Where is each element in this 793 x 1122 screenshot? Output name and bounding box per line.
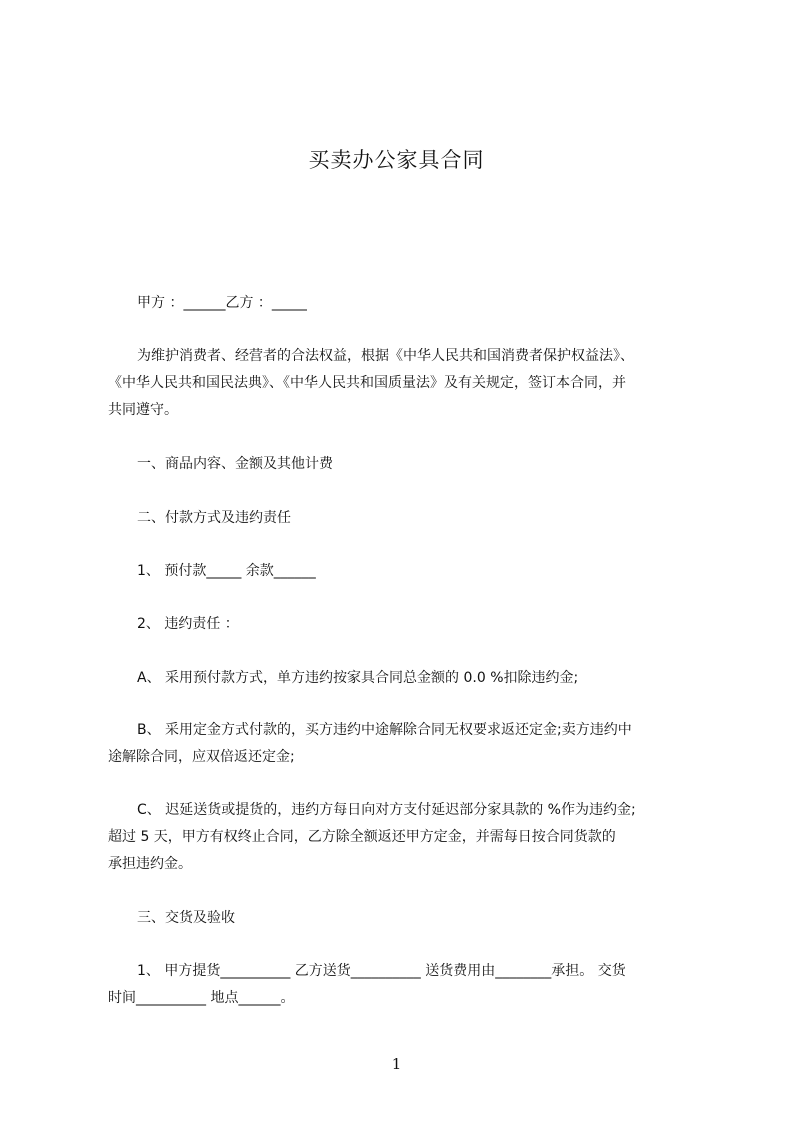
page-number: 1 (391, 1055, 402, 1073)
clause-c-line-3: 承担违约金。 (108, 856, 192, 872)
clause-c-line-2: 超过 5 天，甲方有权终止合同，乙方除全额返还甲方定金，并需每日按合同货款的 (108, 829, 616, 845)
parties-line: 甲方 ：______乙方 ：_____ (137, 295, 307, 311)
section-1-heading: 一、商品内容、金额及其他计费 (137, 456, 333, 472)
clause-b-line-2: 途解除合同，应双倍返还定金; (108, 749, 295, 765)
delivery-line-1: 1、 甲方提货__________ 乙方送货__________ 送货费用由________承担。 交货 (137, 963, 626, 979)
section-3-heading: 三、交货及验收 (137, 910, 235, 926)
document-title: 买卖办公家具合同 (308, 148, 485, 172)
section-2-heading: 二、付款方式及违约责任 (137, 510, 291, 526)
payment-item-1: 1、 预付款_____ 余款______ (137, 563, 316, 579)
intro-line-2: 《中华人民共和国民法典》、《中华人民共和国质量法》及有关规定，签订本合同，并 (108, 375, 626, 391)
clause-b-line-1: B、 采用定金方式付款的，买方违约中途解除合同无权要求返还定金;卖方违约中 (137, 722, 632, 738)
clause-c-line-1: C、 迟延送货或提货的，违约方每日向对方支付延迟部分家具款的 %作为违约金; (137, 802, 636, 818)
intro-line-3: 共同遵守。 (108, 402, 178, 418)
payment-item-2: 2、 违约责任 ： (137, 616, 239, 632)
delivery-line-2: 时间__________ 地点______。 (108, 990, 295, 1006)
clause-a: A、 采用预付款方式，单方违约按家具合同总金额的 0.0 %扣除违约金; (137, 670, 579, 686)
intro-line-1: 为维护消费者、经营者的合法权益，根据《中华人民共和国消费者保护权益法》、 (137, 348, 634, 364)
